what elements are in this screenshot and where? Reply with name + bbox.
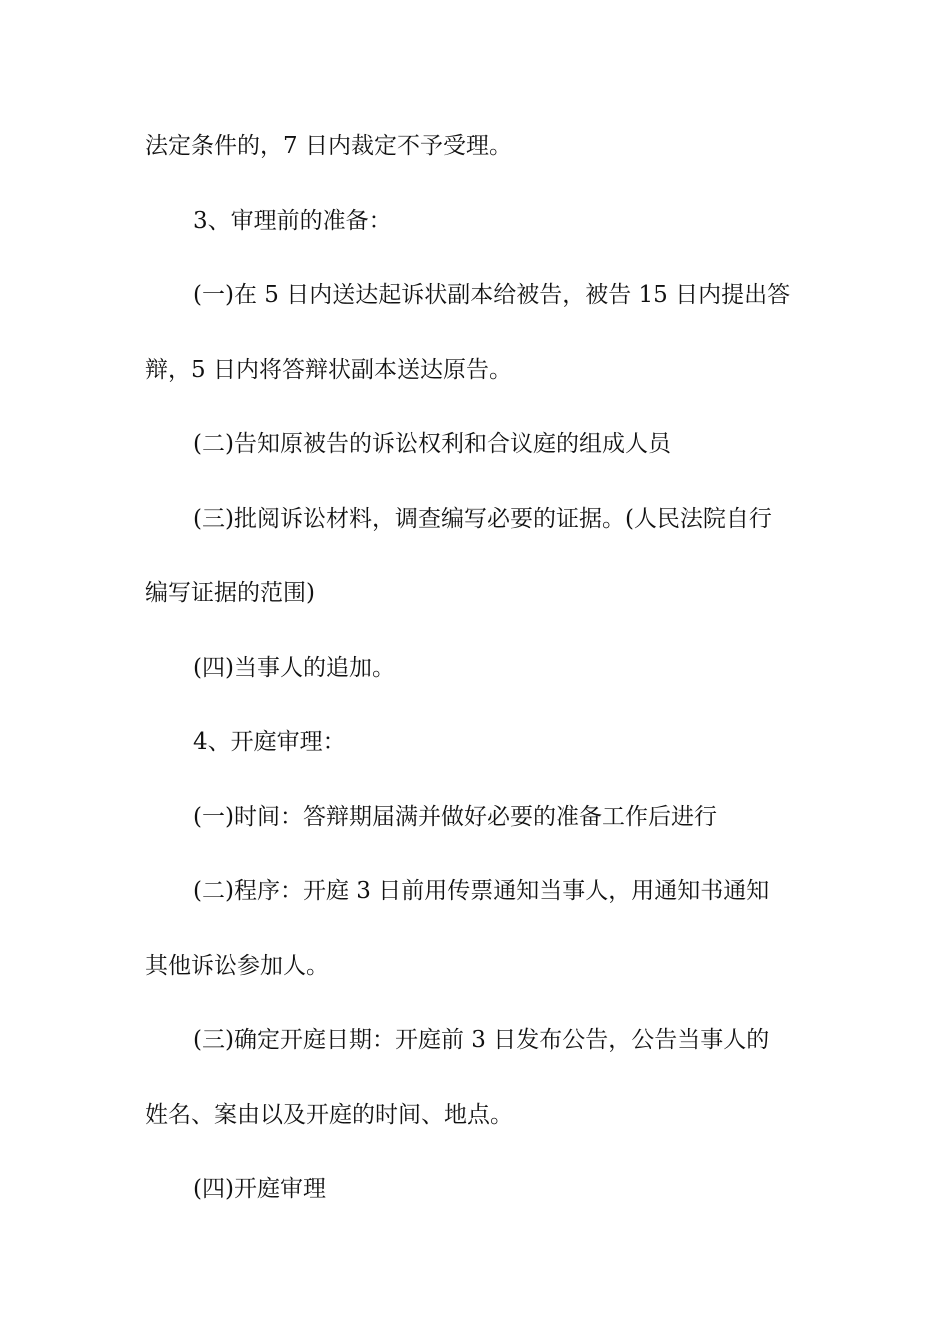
- document-body: [145, 128, 809, 1246]
- paragraph-3-4: (四)当事人的追加。: [193, 654, 395, 681]
- paragraph-3-1: (一)在 5 日内送达起诉状副本给被告，被告 15 日内提出答: [193, 282, 791, 308]
- paragraph-3-2: (二)告知原被告的诉讼权利和合议庭的组成人员: [193, 431, 671, 457]
- paragraph-4-3-cont: 姓名、案由以及开庭的时间、地点。: [145, 1101, 513, 1128]
- section-heading-3: 3、审理前的准备：: [193, 207, 392, 234]
- section-heading-4: 4、开庭审理：: [193, 729, 346, 755]
- paragraph-4-2-cont: 其他诉讼参加人。: [145, 952, 329, 979]
- paragraph-4-2: (二)程序：开庭 3 日前用传票通知当事人，用通知书通知: [193, 878, 770, 904]
- paragraph-3-3-cont: 编写证据的范围): [145, 580, 315, 606]
- paragraph-3-3: (三)批阅诉讼材料，调查编写必要的证据。(人民法院自行: [193, 505, 772, 532]
- paragraph-3-1-cont: 辩，5 日内将答辩状副本送达原告。: [145, 356, 512, 383]
- paragraph-4-1: (一)时间：答辩期届满并做好必要的准备工作后进行: [193, 803, 717, 830]
- paragraph-4-3: (三)确定开庭日期：开庭前 3 日发布公告，公告当事人的: [193, 1027, 770, 1053]
- text-line-continuation: 法定条件的，7 日内裁定不予受理。: [145, 133, 512, 159]
- paragraph-4-4: (四)开庭审理: [193, 1176, 326, 1202]
